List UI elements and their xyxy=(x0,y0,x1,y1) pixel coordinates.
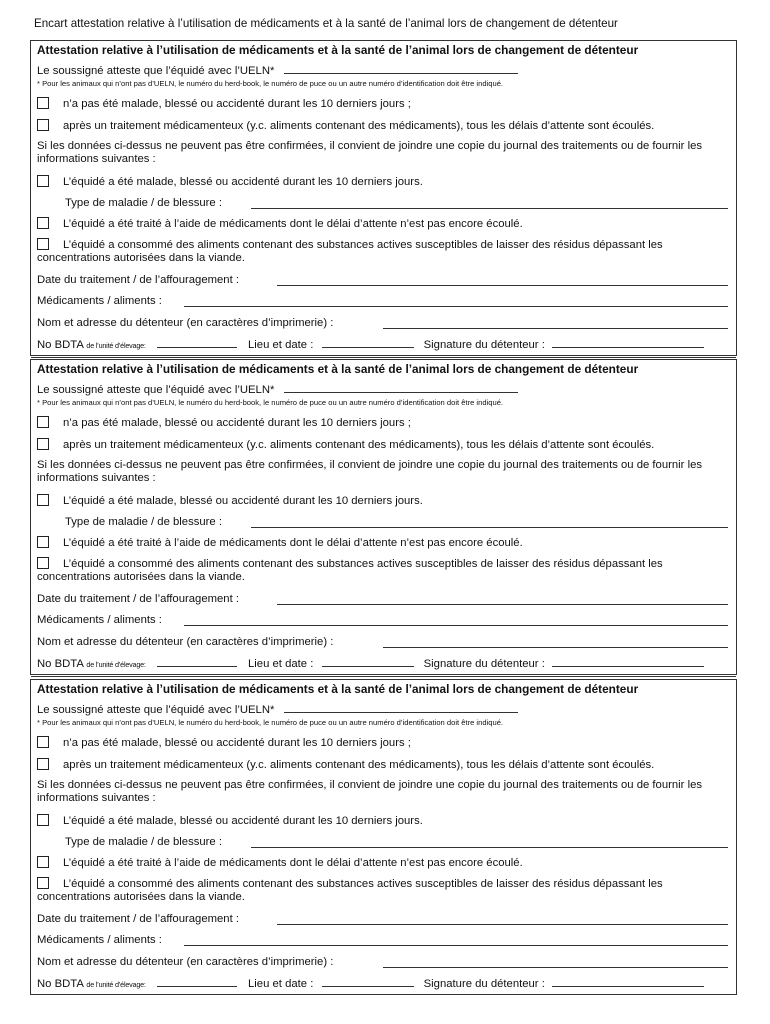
signature-label: Signature du détenteur : xyxy=(423,339,545,351)
option-feed: L’équidé a consommé des aliments contenant des substances actives susceptibles de laisser des résidus dépassant les concentrations autorisées dans la viande. xyxy=(37,558,663,583)
owner-label: Nom et adresse du détenteur (en caractères d’imprimerie) : xyxy=(37,956,334,968)
place-date-field[interactable] xyxy=(322,977,414,987)
footnote: * Pour les animaux qui n’ont pas d’UELN, le numéro du herd-book, le numéro de puce ou un autre numéro d’identification doit être indiqué. xyxy=(37,398,504,407)
bdta-label: No BDTA xyxy=(37,978,84,990)
bdta-label: No BDTA xyxy=(37,658,84,670)
illness-type-label: Type de maladie / de blessure : xyxy=(65,197,222,209)
signature-label: Signature du détenteur : xyxy=(423,978,545,990)
attestation-form-3 xyxy=(30,679,737,995)
illness-type-label: Type de maladie / de blessure : xyxy=(65,516,222,528)
bdta-sublabel: de l’unité d’élevage: xyxy=(86,341,146,350)
ueln-field[interactable] xyxy=(284,64,518,74)
checkbox-sick[interactable] xyxy=(37,814,49,826)
medications-field[interactable] xyxy=(184,625,728,626)
option-not-sick: n’a pas été malade, blessé ou accidenté durant les 10 derniers jours ; xyxy=(63,417,411,429)
owner-field[interactable] xyxy=(383,328,728,329)
place-date-field[interactable] xyxy=(322,338,414,348)
footnote: * Pour les animaux qui n’ont pas d’UELN, le numéro du herd-book, le numéro de puce ou un autre numéro d’identification doit être indiqué. xyxy=(37,79,504,88)
checkbox-treated[interactable] xyxy=(37,856,49,868)
illness-type-field[interactable] xyxy=(251,527,728,528)
form-title: Attestation relative à l’utilisation de médicaments et à la santé de l’animal lors de changement de détenteur xyxy=(37,43,639,57)
signature-label: Signature du détenteur : xyxy=(423,658,545,670)
owner-label: Nom et adresse du détenteur (en caractères d’imprimerie) : xyxy=(37,636,334,648)
place-date-label: Lieu et date : xyxy=(248,658,314,670)
owner-field[interactable] xyxy=(383,647,728,648)
checkbox-feed[interactable] xyxy=(37,557,49,569)
option-treated: L’équidé a été traité à l’aide de médicaments dont le délai d’attente n’est pas encore écoulé. xyxy=(63,537,523,549)
form-title: Attestation relative à l’utilisation de médicaments et à la santé de l’animal lors de changement de détenteur xyxy=(37,682,639,696)
bdta-sublabel: de l’unité d’élevage: xyxy=(86,980,146,989)
instructions: Si les données ci-dessus ne peuvent pas être confirmées, il convient de joindre une copie du journal des traitements ou de fournir les informations suivantes : xyxy=(37,140,703,165)
attestation-form-1 xyxy=(30,40,737,356)
checkbox-feed[interactable] xyxy=(37,238,49,250)
option-withdrawal-elapsed: après un traitement médicamenteux (y.c. aliments contenant des médicaments), tous les délais d’attente sont écoulés. xyxy=(63,439,655,451)
attest-label: Le soussigné atteste que l’équidé avec l’UELN* xyxy=(37,704,275,716)
illness-type-label: Type de maladie / de blessure : xyxy=(65,836,222,848)
bdta-field[interactable] xyxy=(157,657,237,667)
ueln-field[interactable] xyxy=(284,703,518,713)
divider xyxy=(31,676,736,677)
checkbox-sick[interactable] xyxy=(37,175,49,187)
checkbox-treated[interactable] xyxy=(37,217,49,229)
footnote: * Pour les animaux qui n’ont pas d’UELN, le numéro du herd-book, le numéro de puce ou un autre numéro d’identification doit être indiqué. xyxy=(37,718,504,727)
medications-field[interactable] xyxy=(184,306,728,307)
checkbox-not-sick[interactable] xyxy=(37,97,49,109)
checkbox-withdrawal-elapsed[interactable] xyxy=(37,438,49,450)
instructions: Si les données ci-dessus ne peuvent pas être confirmées, il convient de joindre une copie du journal des traitements ou de fournir les informations suivantes : xyxy=(37,779,703,804)
option-treated: L’équidé a été traité à l’aide de médicaments dont le délai d’attente n’est pas encore écoulé. xyxy=(63,857,523,869)
signature-field[interactable] xyxy=(552,657,704,667)
checkbox-not-sick[interactable] xyxy=(37,416,49,428)
checkbox-feed[interactable] xyxy=(37,877,49,889)
divider xyxy=(31,357,736,358)
treatment-date-label: Date du traitement / de l’affouragement : xyxy=(37,913,239,925)
checkbox-not-sick[interactable] xyxy=(37,736,49,748)
option-sick: L’équidé a été malade, blessé ou accidenté durant les 10 derniers jours. xyxy=(63,815,423,827)
bdta-label: No BDTA xyxy=(37,339,84,351)
checkbox-withdrawal-elapsed[interactable] xyxy=(37,758,49,770)
bdta-field[interactable] xyxy=(157,338,237,348)
attestation-form-2 xyxy=(30,359,737,675)
treatment-date-field[interactable] xyxy=(277,924,728,925)
option-treated: L’équidé a été traité à l’aide de médicaments dont le délai d’attente n’est pas encore écoulé. xyxy=(63,218,523,230)
illness-type-field[interactable] xyxy=(251,208,728,209)
medications-field[interactable] xyxy=(184,945,728,946)
place-date-label: Lieu et date : xyxy=(248,339,314,351)
option-sick: L’équidé a été malade, blessé ou accidenté durant les 10 derniers jours. xyxy=(63,495,423,507)
option-feed: L’équidé a consommé des aliments contenant des substances actives susceptibles de laisser des résidus dépassant les concentrations autorisées dans la viande. xyxy=(37,239,663,264)
treatment-date-field[interactable] xyxy=(277,285,728,286)
checkbox-sick[interactable] xyxy=(37,494,49,506)
form-title: Attestation relative à l’utilisation de médicaments et à la santé de l’animal lors de changement de détenteur xyxy=(37,362,639,376)
signature-field[interactable] xyxy=(552,977,704,987)
bdta-field[interactable] xyxy=(157,977,237,987)
option-withdrawal-elapsed: après un traitement médicamenteux (y.c. aliments contenant des médicaments), tous les délais d’attente sont écoulés. xyxy=(63,120,655,132)
instructions: Si les données ci-dessus ne peuvent pas être confirmées, il convient de joindre une copie du journal des traitements ou de fournir les informations suivantes : xyxy=(37,459,703,484)
medications-label: Médicaments / aliments : xyxy=(37,934,162,946)
option-feed: L’équidé a consommé des aliments contenant des substances actives susceptibles de laisser des résidus dépassant les concentrations autorisées dans la viande. xyxy=(37,878,663,903)
ueln-field[interactable] xyxy=(284,383,518,393)
option-withdrawal-elapsed: après un traitement médicamenteux (y.c. aliments contenant des médicaments), tous les délais d’attente sont écoulés. xyxy=(63,759,655,771)
treatment-date-field[interactable] xyxy=(277,604,728,605)
place-date-field[interactable] xyxy=(322,657,414,667)
treatment-date-label: Date du traitement / de l’affouragement : xyxy=(37,593,239,605)
signature-field[interactable] xyxy=(552,338,704,348)
option-not-sick: n’a pas été malade, blessé ou accidenté durant les 10 derniers jours ; xyxy=(63,98,411,110)
attest-label: Le soussigné atteste que l’équidé avec l’UELN* xyxy=(37,65,275,77)
checkbox-treated[interactable] xyxy=(37,536,49,548)
medications-label: Médicaments / aliments : xyxy=(37,614,162,626)
option-not-sick: n’a pas été malade, blessé ou accidenté durant les 10 derniers jours ; xyxy=(63,737,411,749)
option-sick: L’équidé a été malade, blessé ou accidenté durant les 10 derniers jours. xyxy=(63,176,423,188)
owner-label: Nom et adresse du détenteur (en caractères d’imprimerie) : xyxy=(37,317,334,329)
medications-label: Médicaments / aliments : xyxy=(37,295,162,307)
treatment-date-label: Date du traitement / de l’affouragement : xyxy=(37,274,239,286)
place-date-label: Lieu et date : xyxy=(248,978,314,990)
checkbox-withdrawal-elapsed[interactable] xyxy=(37,119,49,131)
bdta-sublabel: de l’unité d’élevage: xyxy=(86,660,146,669)
owner-field[interactable] xyxy=(383,967,728,968)
illness-type-field[interactable] xyxy=(251,847,728,848)
attest-label: Le soussigné atteste que l’équidé avec l’UELN* xyxy=(37,384,275,396)
page-header: Encart attestation relative à l’utilisation de médicaments et à la santé de l’animal lors de changement de détenteur xyxy=(34,17,618,30)
